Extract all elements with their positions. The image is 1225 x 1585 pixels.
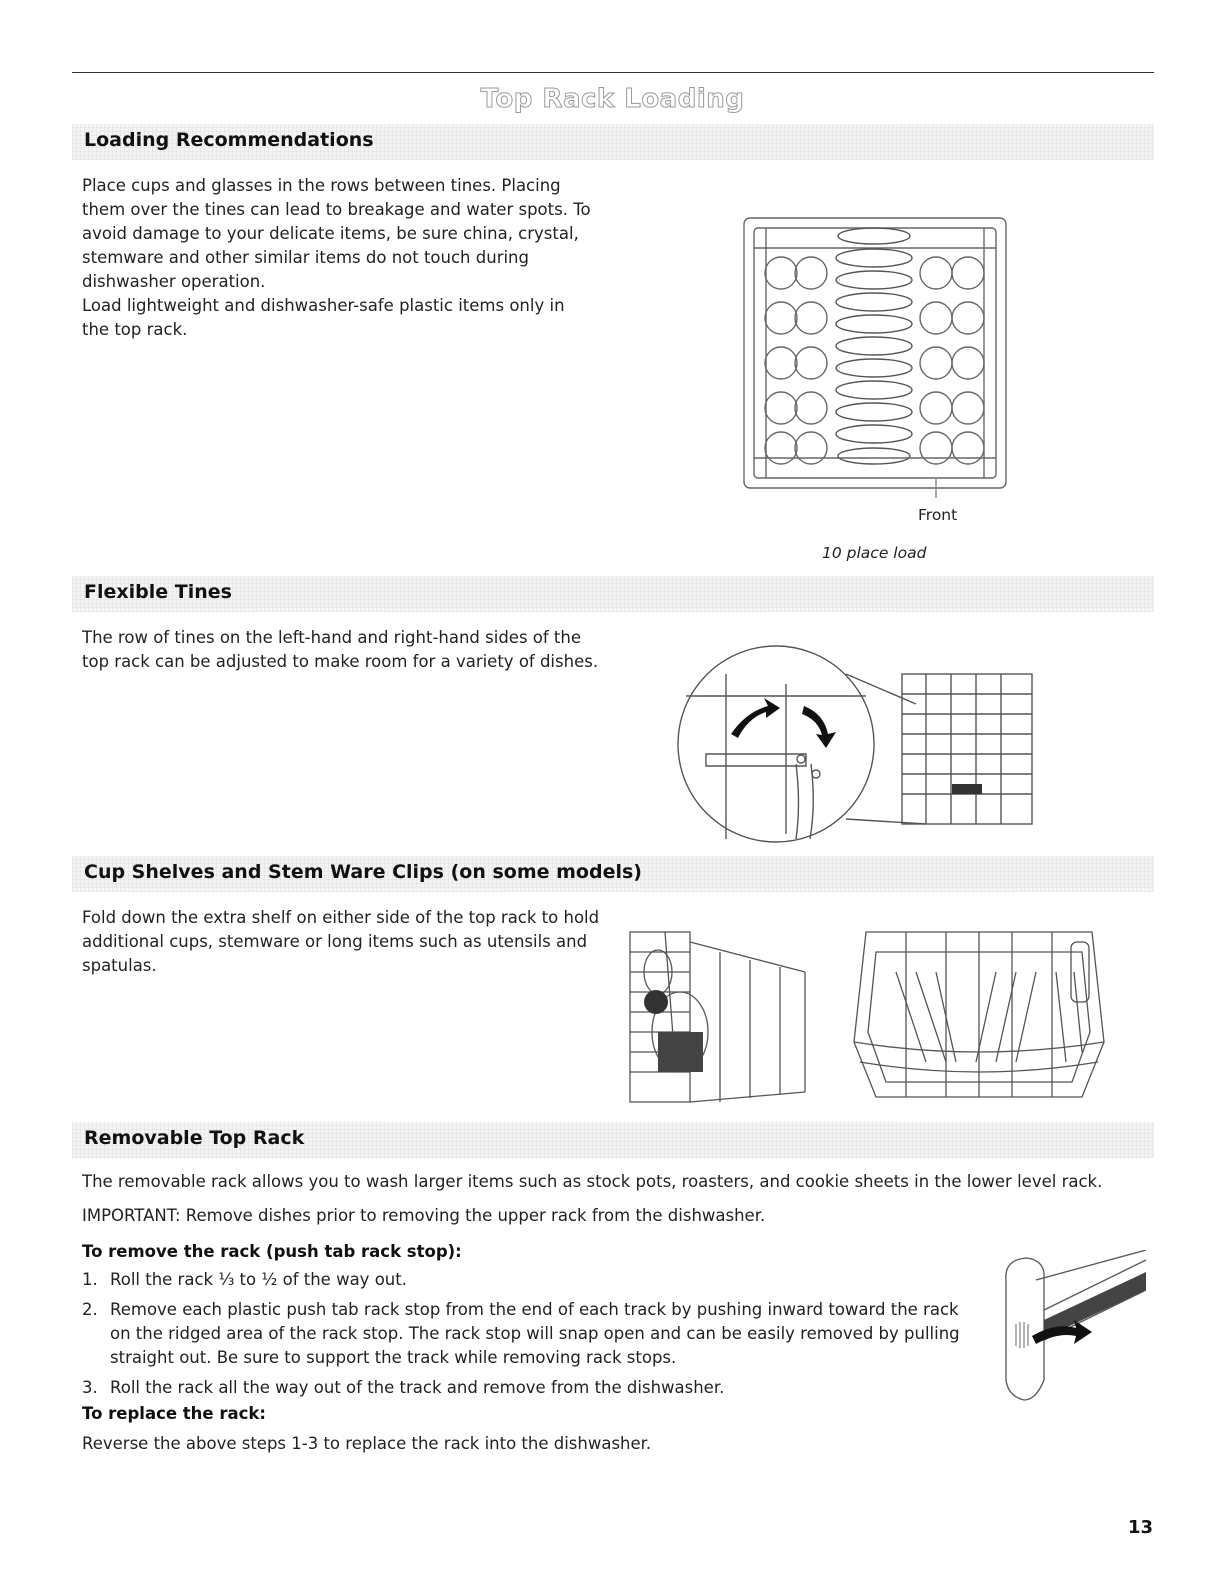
section-heading-loading-recommendations [72, 124, 1154, 160]
step-number: 3. [82, 1378, 98, 1397]
step-text: Roll the rack ⅓ to ½ of the way out. [110, 1270, 407, 1289]
rack-stop-illustration [996, 1250, 1156, 1410]
remove-rack-steps [82, 1268, 982, 1406]
remove-rack-heading: To remove the rack (push tab rack stop): [82, 1242, 462, 1261]
cup-shelf-illustration [620, 912, 820, 1112]
page-title: Top Rack Loading [480, 84, 745, 114]
top-rack-load-illustration [736, 208, 1016, 498]
page-number: 13 [1127, 1517, 1153, 1538]
loading-recommendations-text [82, 174, 592, 342]
flexible-tines-illustration [676, 634, 1056, 859]
figure-caption: 10 place load [822, 544, 927, 562]
section-heading-label: Flexible Tines [84, 581, 232, 603]
paragraph: The removable rack allows you to wash larger items such as stock pots, roasters, and cookie sheets in the lower level rack. [82, 1172, 1103, 1191]
paragraph: Reverse the above steps 1-3 to replace the rack into the dishwasher. [82, 1434, 652, 1453]
section-heading-label: Loading Recommendations [84, 129, 374, 151]
cup-shelves-text [82, 906, 602, 978]
top-rule [72, 72, 1154, 73]
replace-rack-text [82, 1432, 982, 1456]
flexible-tines-text [82, 626, 602, 674]
stemware-clip-rack-illustration [846, 912, 1112, 1112]
replace-rack-heading: To replace the rack: [82, 1404, 266, 1423]
section-heading-removable-top-rack [72, 1122, 1154, 1158]
removable-rack-text [82, 1170, 1152, 1228]
paragraph: Load lightweight and dishwasher-safe plastic items only in the top rack. [82, 296, 565, 339]
paragraph: Place cups and glasses in the rows between tines. Placing them over the tines can lead to breakage and water spots. To avoid damage to your delicate items, be sure china, crystal, stemware and other similar items do not touch during dishwasher operation. [82, 176, 591, 291]
paragraph: The row of tines on the left-hand and right-hand sides of the top rack can be adjusted to make room for a variety of dishes. [82, 628, 599, 671]
section-heading-cup-shelves [72, 856, 1154, 892]
step-number: 1. [82, 1270, 98, 1289]
step-text: Remove each plastic push tab rack stop from the end of each track by pushing inward toward the rack on the ridged area of the rack stop. The rack stop will snap open and can be easily removed by pulling straight out. Be sure to support the track while removing rack stops. [110, 1300, 960, 1367]
list-item [82, 1268, 982, 1292]
paragraph: IMPORTANT: Remove dishes prior to removing the upper rack from the dishwasher. [82, 1206, 766, 1225]
section-heading-label: Removable Top Rack [84, 1127, 305, 1149]
step-text: Roll the rack all the way out of the track and remove from the dishwasher. [110, 1378, 725, 1397]
paragraph: Fold down the extra shelf on either side of the top rack to hold additional cups, stemware or long items such as utensils and spatulas. [82, 908, 600, 975]
section-heading-label: Cup Shelves and Stem Ware Clips (on some models) [84, 861, 642, 883]
list-item [82, 1298, 982, 1370]
list-item [82, 1376, 982, 1400]
step-number: 2. [82, 1300, 98, 1319]
front-label: Front [918, 506, 958, 524]
section-heading-flexible-tines [72, 576, 1154, 612]
